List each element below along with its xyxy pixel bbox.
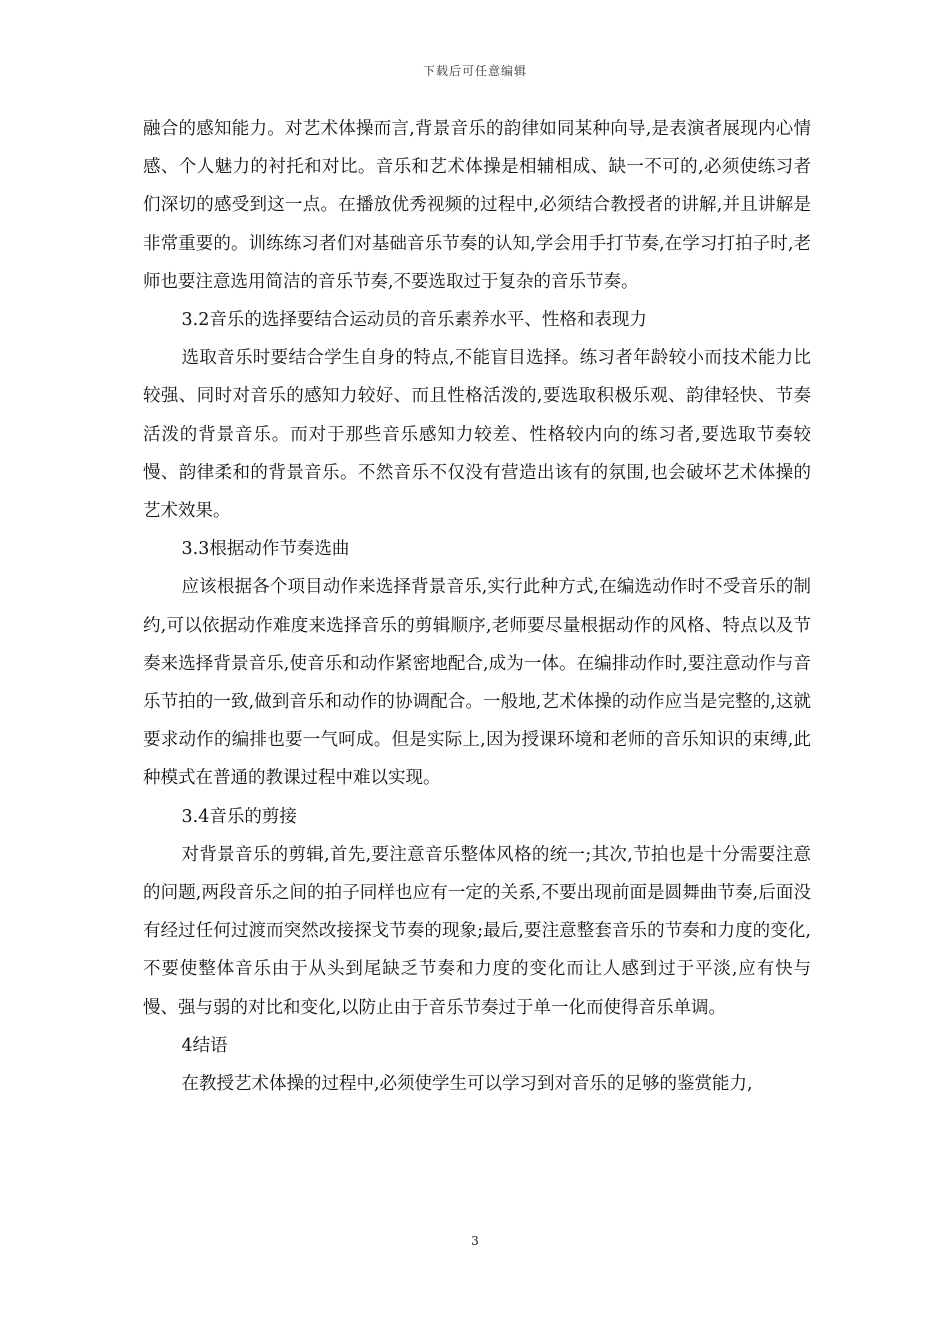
page-number: 3 (471, 1234, 479, 1248)
section-heading-3-4: 3.4音乐的剪接 (181, 806, 297, 827)
paragraph-3-2: 选取音乐时要结合学生自身的特点,不能盲目选择。练习者年龄较小而技术能力比较强、同时对音乐的感知力较好、而且性格活泼的,要选取积极乐观、韵律轻快、节奏活泼的背景音乐。而对于那些音乐感知力较差、性格较内向的练习者,要选取节奏较慢、韵律柔和的背景音乐。不然音乐不仅没有营造出该有的氛围,也会破坏艺术体操的艺术效果。 (143, 348, 811, 522)
page-header: 下载后可任意编辑 (422, 64, 527, 78)
document-body (143, 110, 811, 1103)
section-heading-4: 4结语 (181, 1035, 228, 1056)
paragraph-3-3: 应该根据各个项目动作来选择背景音乐,实行此种方式,在编选动作时不受音乐的制约,可以依据动作难度来选择音乐的剪辑顺序,老师要尽量根据动作的风格、特点以及节奏来选择背景音乐,使音乐和动作紧密地配合,成为一体。在编排动作时,要注意动作与音乐节拍的一致,做到音乐和动作的协调配合。一般地,艺术体操的动作应当是完整的,这就要求动作的编排也要一气呵成。但是实际上,因为授课环境和老师的音乐知识的束缚,此种模式在普通的教课过程中难以实现。 (143, 577, 811, 789)
paragraph-intro-continued: 融合的感知能力。对艺术体操而言,背景音乐的韵律如同某种向导,是表演者展现内心情感、个人魅力的衬托和对比。音乐和艺术体操是相辅相成、缺一不可的,必须使练习者们深切的感受到这一点。在播放优秀视频的过程中,必须结合教授者的讲解,并且讲解是非常重要的。训练练习者们对基础音乐节奏的认知,学会用手打节奏,在学习打拍子时,老师也要注意选用简洁的音乐节奏,不要选取过于复杂的音乐节奏。 (143, 119, 811, 292)
section-heading-3-3: 3.3根据动作节奏选曲 (181, 539, 350, 560)
paragraph-3-4: 对背景音乐的剪辑,首先,要注意音乐整体风格的统一;其次,节拍也是十分需要注意的问题,两段音乐之间的拍子同样也应有一定的关系,不要出现前面是圆舞曲节奏,后面没有经过任何过渡而突然改接探戈节奏的现象;最后,要注意整套音乐的节奏和力度的变化,不要使整体音乐由于从头到尾缺乏节奏和力度的变化而让人感到过于平淡,应有快与慢、强与弱的对比和变化,以防止由于音乐节奏过于单一化而使得音乐单调。 (143, 844, 811, 1018)
section-heading-3-2: 3.2音乐的选择要结合运动员的音乐素养水平、性格和表现力 (181, 310, 647, 331)
paragraph-conclusion: 在教授艺术体操的过程中,必须使学生可以学习到对音乐的足够的鉴赏能力, (181, 1074, 753, 1095)
